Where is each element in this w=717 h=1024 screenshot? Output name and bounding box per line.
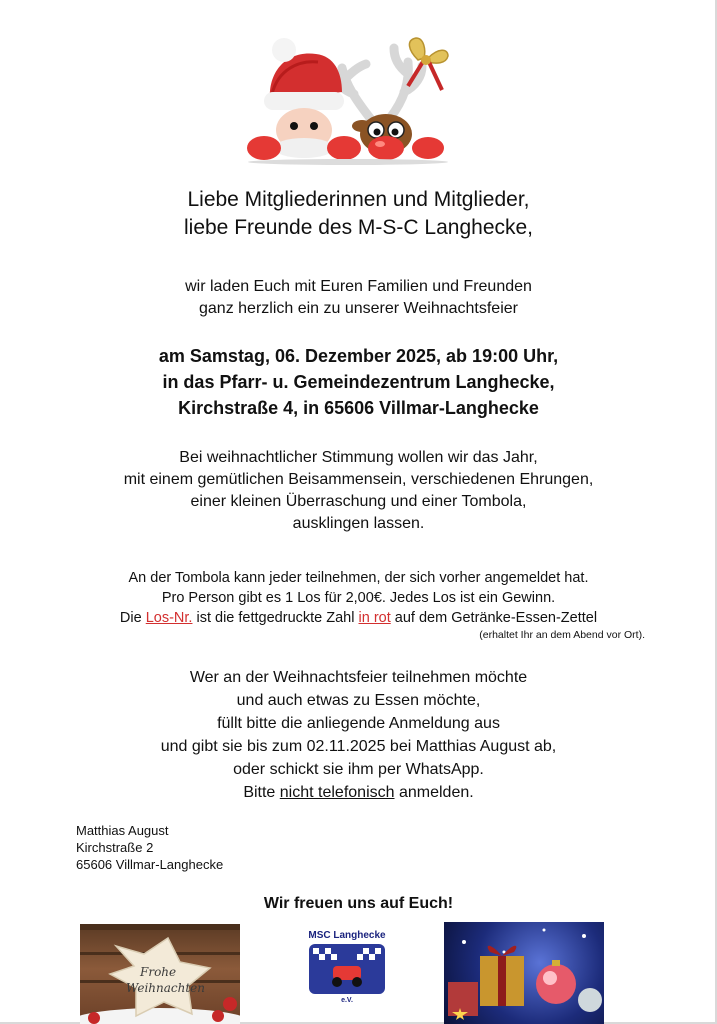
event-details bbox=[0, 343, 717, 421]
tombola-line-2: Pro Person gibt es 1 Los für 2,00€. Jedes Los ist ein Gewinn. bbox=[161, 590, 556, 606]
signup-line-6-part-a: Bitte bbox=[243, 784, 280, 801]
logo-subtitle: e.V. bbox=[341, 997, 353, 1004]
closing-line: Wir freuen uns auf Euch! bbox=[263, 895, 454, 912]
club-logo-graphic bbox=[303, 924, 391, 1004]
greeting-heading bbox=[0, 186, 717, 242]
program-line-1: Bei weihnachtlicher Stimmung wollen wir das Jahr, bbox=[179, 449, 538, 466]
signup-line-6-part-b: anmelden. bbox=[394, 784, 474, 801]
program-line-2: mit einem gemütlichen Beisammensein, verschiedenen Ehrungen, bbox=[123, 471, 594, 488]
tombola-line-1: An der Tombola kann jeder teilnehmen, der sich vorher angemeldet hat. bbox=[128, 570, 589, 586]
tombola-line-3-part-a: Die bbox=[119, 610, 146, 626]
logo-title: MSC Langhecke bbox=[308, 930, 386, 941]
contact-name: Matthias August bbox=[76, 823, 169, 838]
greeting-line-1: Liebe Mitgliederinnen und Mitglieder, bbox=[187, 188, 530, 211]
los-nr-highlight: Los-Nr. bbox=[145, 610, 193, 626]
event-venue-line: in das Pfarr- u. Gemeindezentrum Langhecke, bbox=[162, 372, 555, 392]
tombola-line-3 bbox=[0, 608, 717, 628]
santa-hat bbox=[264, 38, 344, 110]
event-date-line: am Samstag, 06. Dezember 2025, ab 19:00 Uhr, bbox=[158, 346, 559, 366]
star-ornament-graphic bbox=[80, 924, 240, 1024]
tombola-line-3-part-c: auf dem Getränke-Essen-Zettel bbox=[390, 610, 598, 626]
reindeer-hoof-right bbox=[412, 137, 444, 159]
event-address-line: Kirchstraße 4, in 65606 Villmar-Langhecke bbox=[178, 398, 539, 418]
in-rot-highlight: in rot bbox=[358, 610, 391, 626]
nicht-telefonisch-underline: nicht telefonisch bbox=[279, 784, 395, 801]
signup-line-4: und gibt sie bis zum 02.11.2025 bei Matthias August ab, bbox=[160, 738, 557, 755]
santa-mitten-right bbox=[327, 136, 361, 160]
contact-city: 65606 Villmar-Langhecke bbox=[76, 857, 224, 872]
greeting-line-2: liebe Freunde des M-S-C Langhecke, bbox=[183, 216, 534, 239]
msc-langhecke-logo bbox=[303, 924, 391, 1004]
signup-line-6 bbox=[0, 781, 717, 804]
gifts-ornaments-graphic bbox=[444, 922, 604, 1024]
star-text-weihnachten: Weihnachten bbox=[126, 981, 206, 995]
tombola-note: (erhaltet Ihr an dem Abend vor Ort). bbox=[479, 629, 645, 641]
intro-line-1: wir laden Euch mit Euren Familien und Freunden bbox=[185, 278, 532, 295]
program-line-3: einer kleinen Überraschung und einer Tombola, bbox=[190, 493, 527, 510]
santa-mitten-left bbox=[247, 136, 281, 160]
christmas-gifts-image bbox=[444, 922, 604, 1024]
santa-face bbox=[274, 108, 334, 158]
intro-line-2: ganz herzlich ein zu unserer Weihnachtsfeier bbox=[199, 300, 518, 317]
contact-street: Kirchstraße 2 bbox=[76, 840, 154, 855]
registration-info bbox=[0, 666, 717, 804]
program-description bbox=[0, 447, 717, 535]
signup-line-5: oder schickt sie ihm per WhatsApp. bbox=[233, 761, 484, 778]
contact-address bbox=[76, 822, 223, 873]
frohe-weihnachten-image bbox=[80, 924, 240, 1024]
tombola-info bbox=[0, 568, 717, 642]
reindeer-head bbox=[352, 114, 412, 160]
shadow bbox=[248, 159, 448, 165]
star-text-frohe: Frohe bbox=[140, 965, 177, 979]
santa-reindeer-illustration bbox=[238, 30, 456, 165]
program-line-4: ausklingen lassen. bbox=[292, 515, 425, 532]
signup-line-1: Wer an der Weihnachtsfeier teilnehmen möchte bbox=[189, 669, 528, 686]
invitation-intro bbox=[0, 276, 717, 320]
signup-line-3: füllt bitte die anliegende Anmeldung aus bbox=[217, 715, 500, 732]
signup-line-2: und auch etwas zu Essen möchte, bbox=[236, 692, 481, 709]
tombola-line-3-part-b: ist die fettgedruckte Zahl bbox=[192, 610, 359, 626]
